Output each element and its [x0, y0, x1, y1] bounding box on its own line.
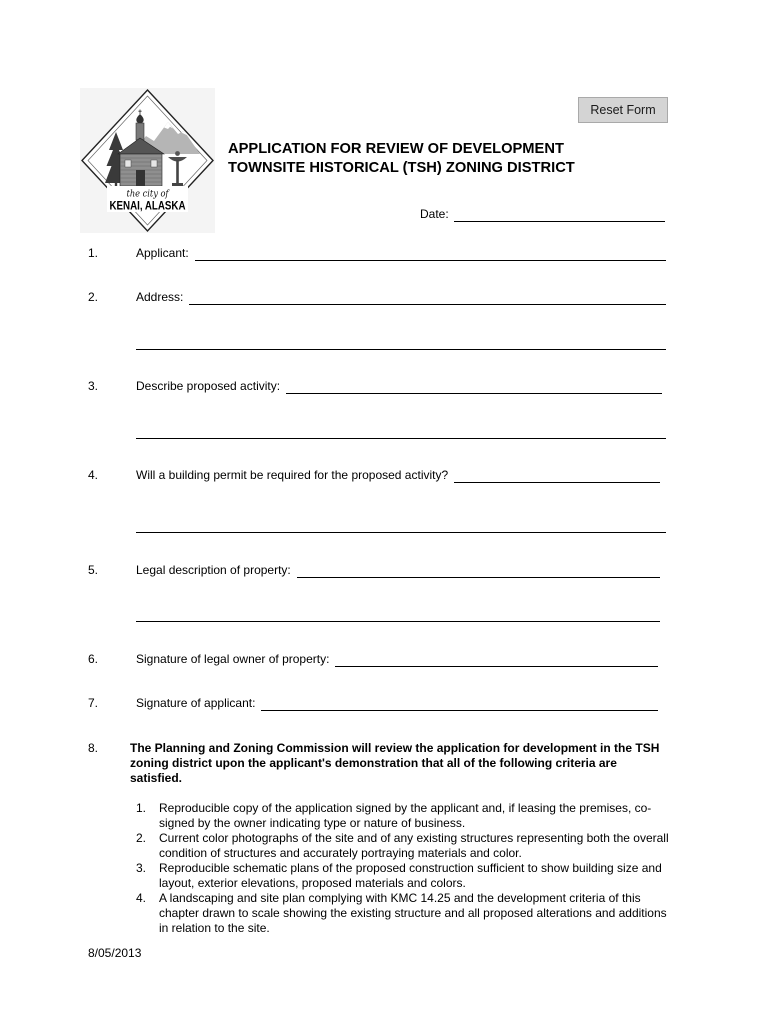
proposed-activity-field[interactable] [286, 379, 662, 394]
owner-signature-field[interactable] [335, 652, 658, 667]
list-item-text: A landscaping and site plan complying with KMC 14.25 and the development criteria of this chapter drawn to scale showing the existing structure and all proposed alterations and additions in relation to the site. [159, 891, 667, 935]
list-item [136, 891, 676, 936]
list-item-number: 3. [136, 861, 147, 875]
building-permit-field[interactable] [454, 468, 660, 483]
list-item-text: Current color photographs of the site and of any existing structures representing both the overall condition of structures and accurately portraying materials and color. [159, 831, 669, 860]
building-permit-field-line-2[interactable] [136, 518, 666, 533]
logo-tagline: the city of [126, 189, 171, 200]
date-field[interactable] [454, 207, 665, 222]
date-row [420, 207, 665, 222]
list-item [136, 831, 676, 861]
item-number: 2. [88, 290, 99, 304]
proposed-activity-field-line-2[interactable] [136, 424, 666, 439]
legal-description-label: Legal description of property: [136, 563, 291, 577]
item-number: 3. [88, 379, 99, 393]
title-line-1: APPLICATION FOR REVIEW OF DEVELOPMENT [228, 141, 564, 157]
item-number: 6. [88, 652, 99, 666]
applicant-row [88, 246, 666, 261]
criteria-list [136, 801, 676, 936]
address-row [88, 290, 666, 305]
address-field[interactable] [189, 290, 666, 305]
item-number: 5. [88, 563, 99, 577]
legal-description-field-line-2[interactable] [136, 607, 660, 622]
applicant-signature-field[interactable] [261, 696, 658, 711]
item-number: 4. [88, 468, 99, 482]
applicant-signature-row [88, 696, 658, 711]
criteria-intro: The Planning and Zoning Commission will review the application for development in the TSH zoning district upon the applicant's demonstration that all of the following criteria are satisfied. [130, 741, 660, 785]
applicant-label: Applicant: [136, 246, 189, 260]
proposed-activity-label: Describe proposed activity: [136, 379, 281, 393]
title-line-2: TOWNSITE HISTORICAL (TSH) ZONING DISTRICT [228, 160, 575, 176]
owner-signature-label: Signature of legal owner of property: [136, 652, 330, 666]
legal-description-row [88, 563, 660, 578]
item-number: 7. [88, 696, 99, 710]
item-number: 1. [88, 246, 99, 260]
list-item-number: 2. [136, 831, 147, 845]
city-logo [80, 88, 215, 233]
list-item-text: Reproducible schematic plans of the proposed construction sufficient to show building size and layout, exterior elevations, proposed materials and colors. [159, 861, 662, 890]
proposed-activity-row [88, 379, 662, 394]
reset-form-button[interactable]: Reset Form [578, 97, 668, 123]
list-item [136, 861, 676, 891]
applicant-field[interactable] [195, 246, 666, 261]
applicant-signature-label: Signature of applicant: [136, 696, 256, 710]
owner-signature-row [88, 652, 658, 667]
criteria-number: 8. [88, 741, 99, 755]
address-field-line-2[interactable] [136, 335, 666, 350]
list-item [136, 801, 676, 831]
legal-description-field[interactable] [297, 563, 660, 578]
building-permit-row [88, 468, 660, 483]
address-label: Address: [136, 290, 184, 304]
date-label: Date: [420, 207, 449, 221]
revision-date: 8/05/2013 [88, 946, 142, 960]
logo-city-name: KENAI, ALASKA [109, 200, 186, 213]
list-item-number: 4. [136, 891, 147, 905]
building-permit-label: Will a building permit be required for the proposed activity? [136, 468, 449, 482]
page-title [228, 140, 575, 178]
list-item-number: 1. [136, 801, 147, 815]
list-item-text: Reproducible copy of the application signed by the applicant and, if leasing the premises, co-signed by the owner indicating type or nature of business. [159, 801, 652, 830]
